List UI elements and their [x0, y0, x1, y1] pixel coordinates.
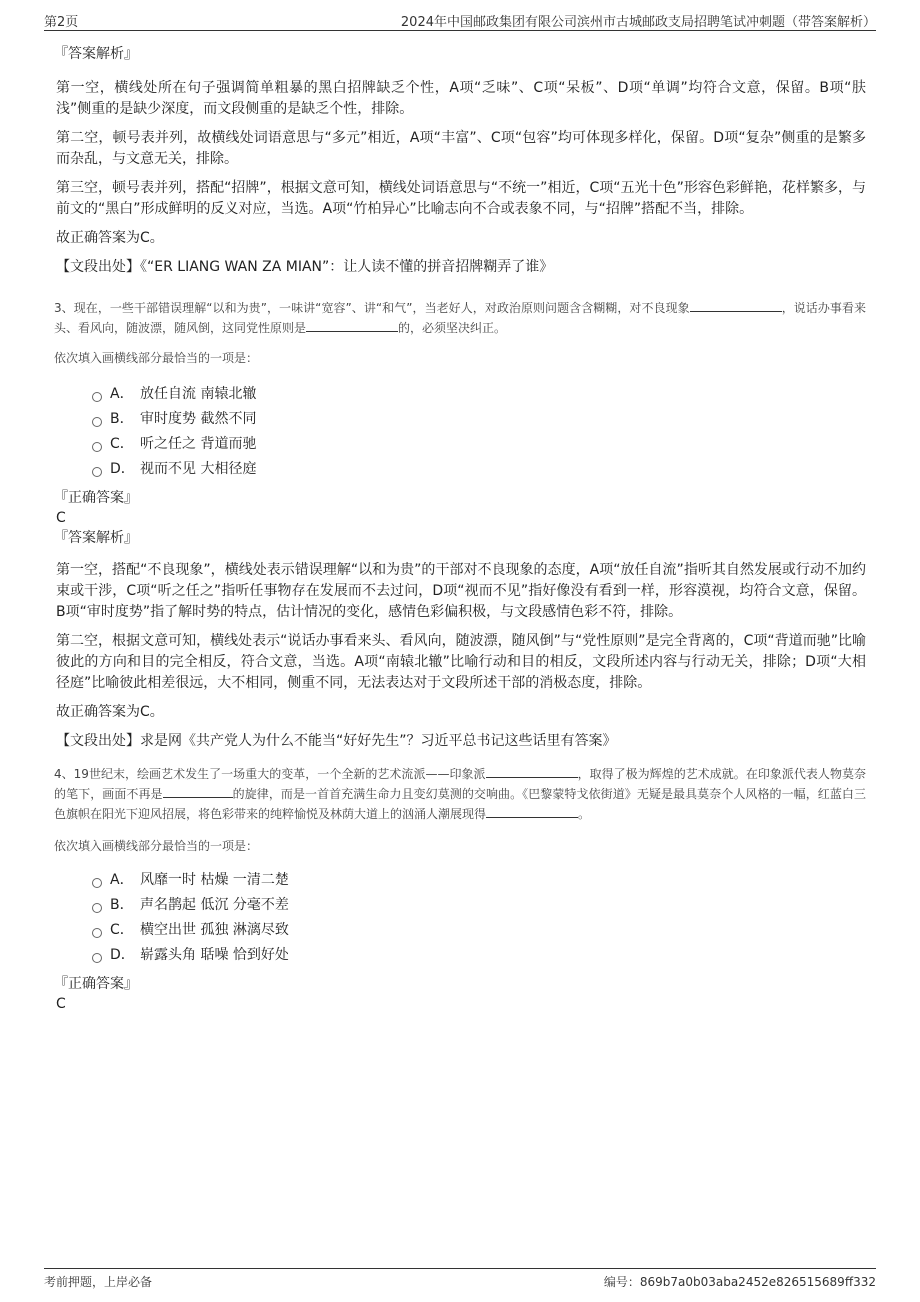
correct-answer: C — [56, 510, 66, 526]
page-number: 第2页 — [44, 15, 79, 30]
question-text-part: 的旋律，而是一首首充满生命力且变幻莫测的交响曲。《巴黎蒙特戈依街道》无疑是最具莫奈个人风格的一幅，红蓝白三色旗帜在阳光下迎风招展，将色彩带来的纯粹愉悦及林荫大道上的汹涌人潮展现得 — [54, 787, 866, 821]
page-header — [44, 8, 876, 31]
answer-blank — [690, 299, 782, 312]
radio-icon[interactable] — [92, 878, 102, 888]
answer-blank — [306, 319, 398, 332]
option-list — [92, 868, 866, 968]
option-a[interactable]: A． 放任自流 南辕北辙 — [92, 382, 866, 407]
option-d[interactable]: D． 崭露头角 聒噪 恰到好处 — [92, 943, 866, 968]
source-citation: 【文段出处】《“ER LIANG WAN ZA MIAN”：让人读不懂的拼音招牌糊弄了谁》 — [56, 259, 554, 275]
question-prompt: 依次填入画横线部分最恰当的一项是： — [54, 839, 259, 853]
question-text-part: ，说话办事看来头、看风向，随波漂，随风倒，这同党性原则是 — [54, 301, 866, 335]
answer-tag: 『正确答案』 — [54, 976, 138, 992]
question-text-part: 。 — [578, 807, 591, 821]
option-b[interactable]: B． 审时度势 截然不同 — [92, 407, 866, 432]
question-prompt: 依次填入画横线部分最恰当的一项是： — [54, 351, 259, 365]
option-list — [92, 382, 866, 482]
option-b[interactable]: B． 声名鹊起 低沉 分毫不差 — [92, 893, 866, 918]
option-d[interactable]: D． 视而不见 大相径庭 — [92, 457, 866, 482]
analysis-paragraph: 第一空，横线处所在句子强调简单粗暴的黑白招牌缺乏个性，A项“乏味”、C项“呆板”、D项“单调”均符合文意，保留。B项“肤浅”侧重的是缺少深度，而文段侧重的是缺乏个性，排除。 — [56, 80, 866, 117]
question-text — [54, 764, 866, 824]
answer-blank — [486, 765, 578, 778]
analysis-paragraph: 第二空，根据文意可知，横线处表示“说话办事看来头、看风向，随波漂，随风倒”与“党性原则”是完全背离的，C项“背道而驰”比喻彼此的方向和目的完全相反，符合文意，当选。A项“南辕北辙”比喻行动和目的相反，文段所述内容与行动无关，排除；D项“大相径庭”比喻彼此相差很远，大不相同，侧重不同，无法表达对于文段所述干部的消极态度，排除。 — [56, 633, 866, 691]
option-c[interactable]: C． 横空出世 孤独 淋漓尽致 — [92, 918, 866, 943]
source-citation: 【文段出处】求是网《共产党人为什么不能当“好好先生”？习近平总书记这些话里有答案》 — [56, 733, 617, 749]
page-footer — [44, 1268, 876, 1289]
analysis-paragraph: 第一空，搭配“不良现象”，横线处表示错误理解“以和为贵”的干部对不良现象的态度，A项“放任自流”指听其自然发展或行动不加约束或干涉，C项“听之任之”指听任事物存在发展而不去过问，D项“视而不见”指好像没有看到一样，形容漠视，均符合文意，保留。B项“审时度势”指了解时势的特点，估计情况的变化，感情色彩偏积极，与文段感情色彩不符，排除。 — [56, 562, 866, 620]
radio-icon[interactable] — [92, 928, 102, 938]
document-code: 编号：869b7a0b03aba2452e826515689ff332 — [603, 1275, 876, 1289]
radio-icon[interactable] — [92, 392, 102, 402]
analysis-tag: 『答案解析』 — [54, 46, 138, 62]
footer-motto: 考前押题，上岸必备 — [44, 1275, 153, 1289]
analysis-tag: 『答案解析』 — [54, 530, 138, 546]
radio-icon[interactable] — [92, 903, 102, 913]
page-content — [54, 42, 866, 1014]
analysis-paragraph: 第三空，顿号表并列，搭配“招牌”，根据文意可知，横线处词语意思与“不统一”相近，C项“五光十色”形容色彩鲜艳，花样繁多，与前文的“黑白”形成鲜明的反义对应，当选。A项“竹柏异心”比喻志向不合或表象不同，与“招牌”搭配不当，排除。 — [56, 180, 866, 217]
analysis-paragraph: 第二空，顿号表并列，故横线处词语意思与“多元”相近，A项“丰富”、C项“包容”均可体现多样化，保留。D项“复杂”侧重的是繁多而杂乱，与文意无关，排除。 — [56, 130, 866, 167]
answer-blank — [486, 805, 578, 818]
answer-blank — [163, 785, 233, 798]
radio-icon[interactable] — [92, 953, 102, 963]
radio-icon[interactable] — [92, 417, 102, 427]
question-text-part: 4、19世纪末，绘画艺术发生了一场重大的变革，一个全新的艺术流派——印象派 — [54, 767, 486, 781]
option-c[interactable]: C． 听之任之 背道而驰 — [92, 432, 866, 457]
radio-icon[interactable] — [92, 467, 102, 477]
question-text-part: 3、现在，一些干部错误理解“以和为贵”，一味讲“宽容”、讲“和气”，当老好人，对政治原则问题含含糊糊，对不良现象 — [54, 301, 690, 315]
conclusion-text: 故正确答案为C。 — [56, 230, 164, 246]
conclusion-text: 故正确答案为C。 — [56, 704, 164, 720]
option-a[interactable]: A． 风靡一时 枯燥 一清二楚 — [92, 868, 866, 893]
document-title: 2024年中国邮政集团有限公司滨州市古城邮政支局招聘笔试冲刺题（带答案解析） — [400, 15, 876, 30]
question-text — [54, 298, 866, 338]
question-text-part: 的，必须坚决纠正。 — [398, 321, 507, 335]
question-text-part: ，取得了极为辉煌的艺术成就。在印象派代表人物莫奈的笔下，画面不再是 — [54, 767, 866, 801]
correct-answer: C — [56, 996, 66, 1012]
radio-icon[interactable] — [92, 442, 102, 452]
answer-tag: 『正确答案』 — [54, 490, 138, 506]
